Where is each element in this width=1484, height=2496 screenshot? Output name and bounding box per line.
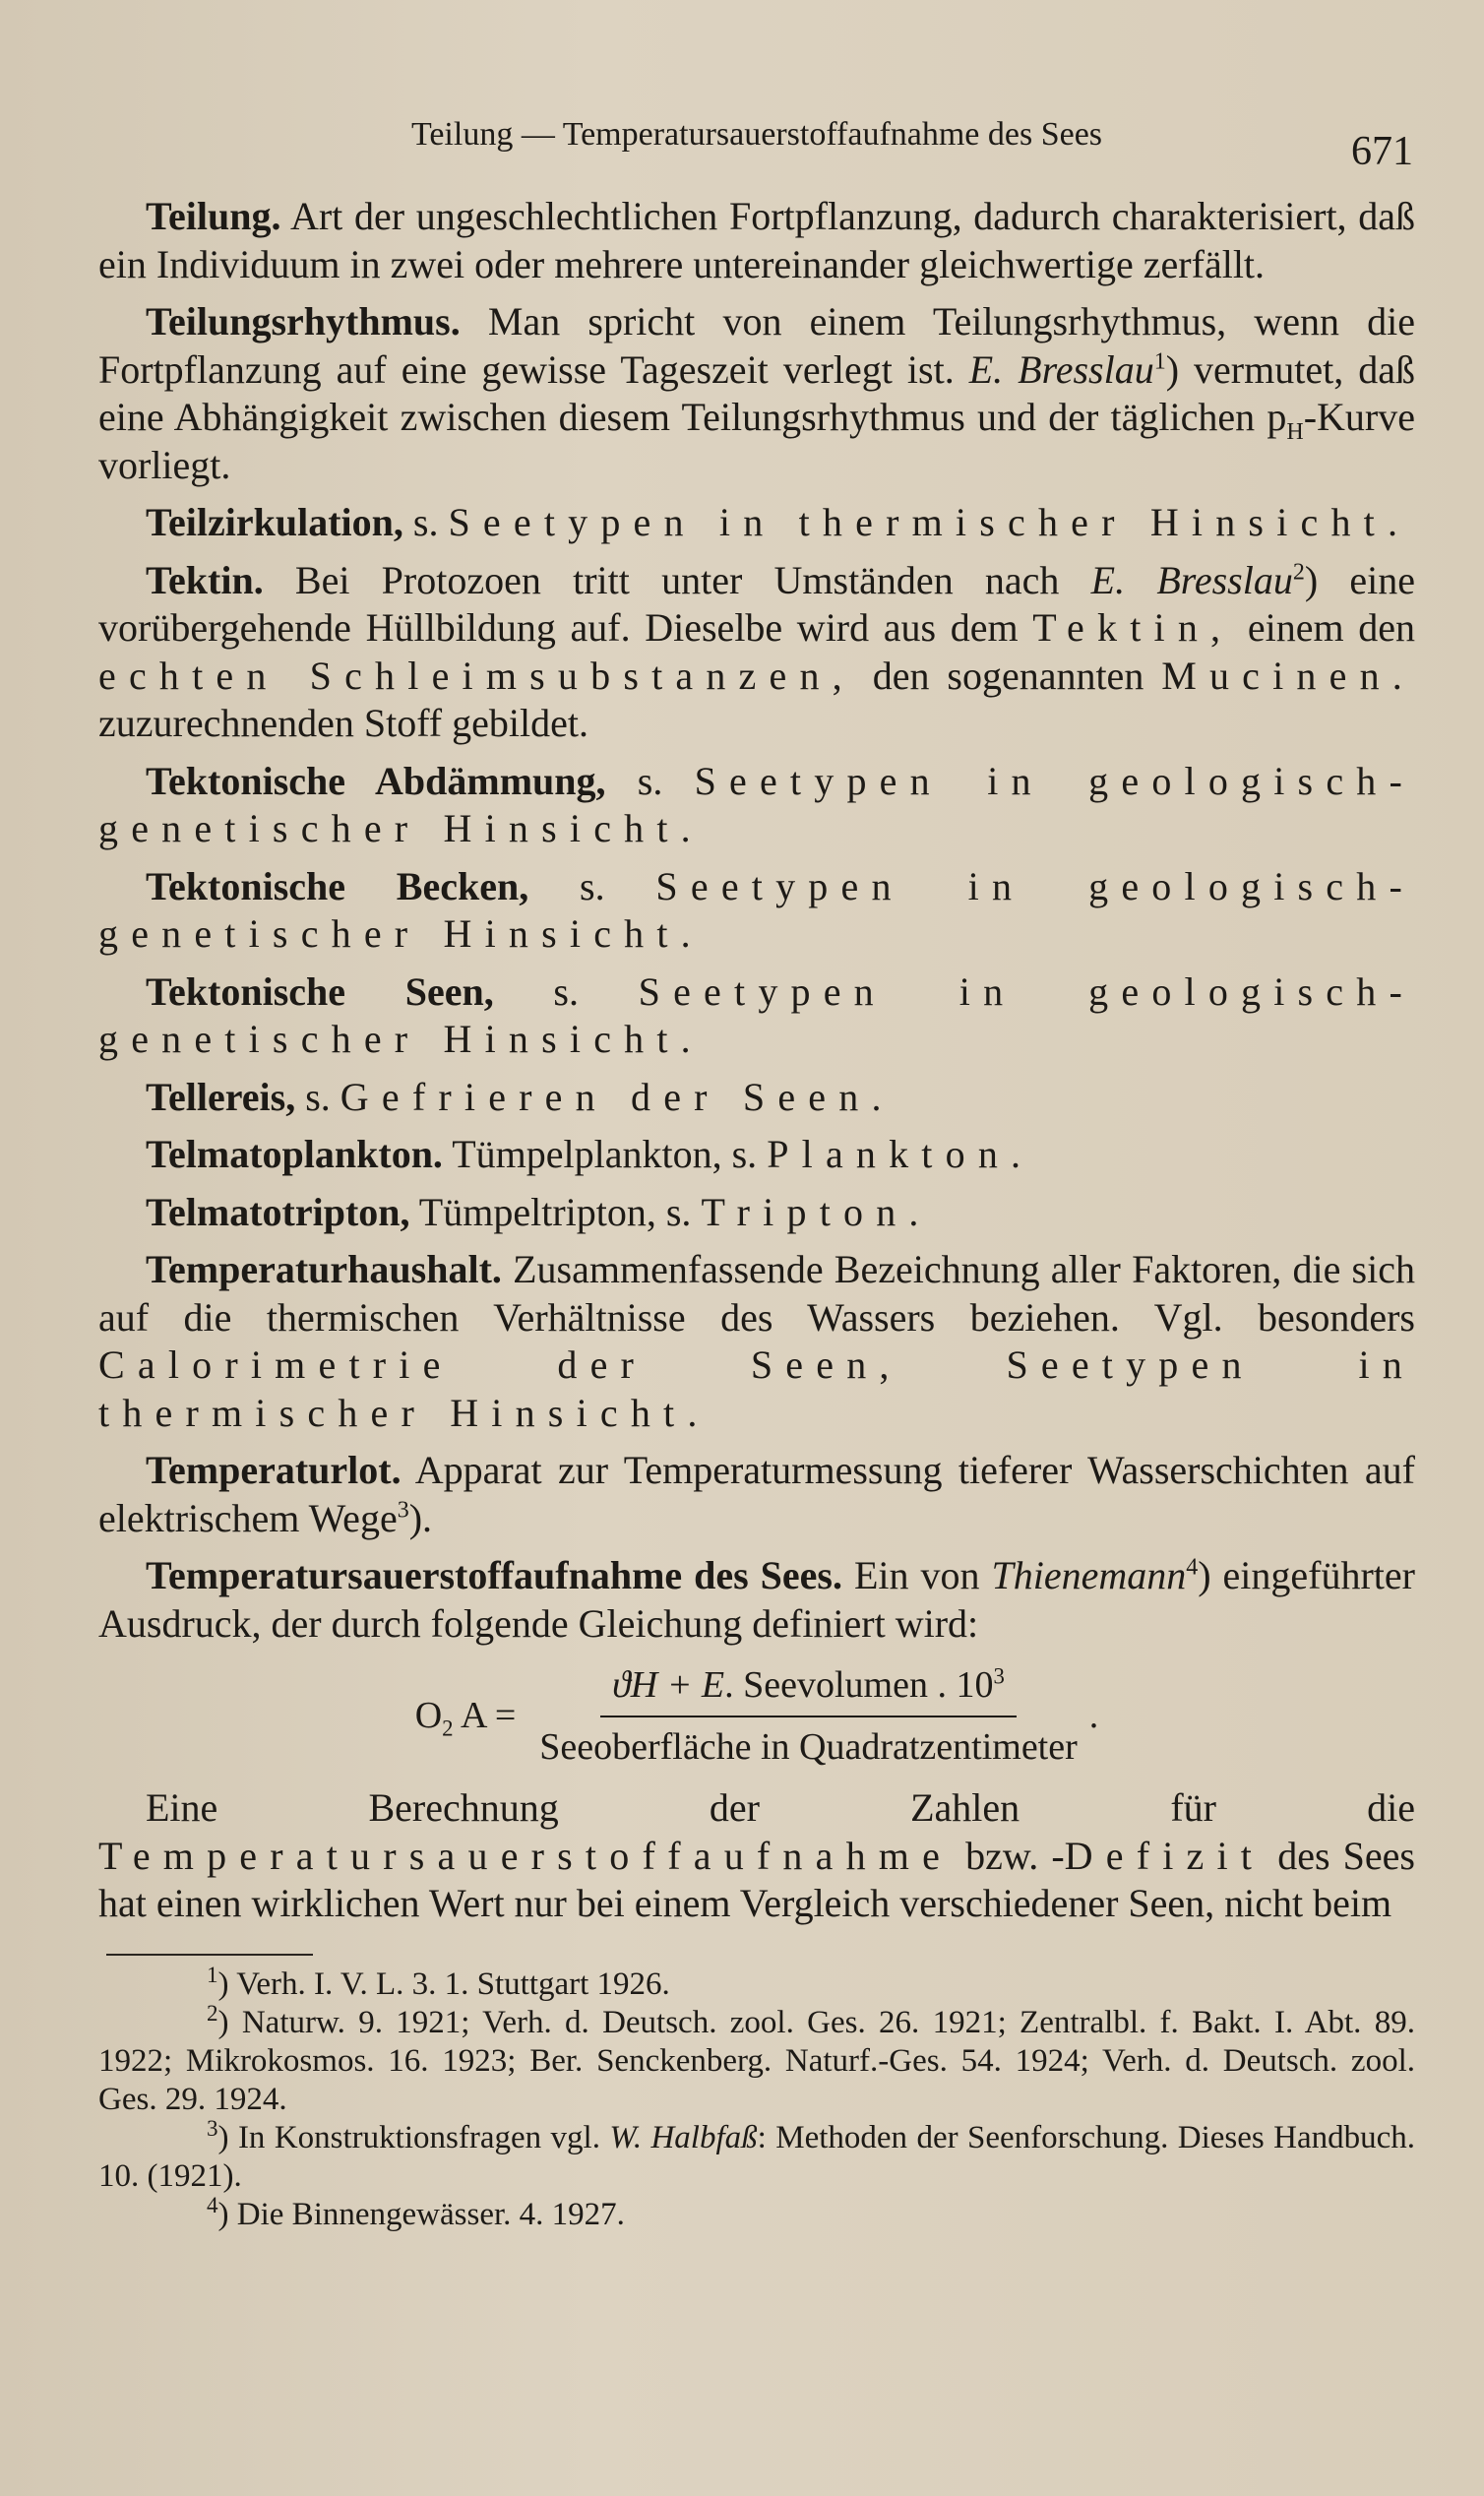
page-body [98, 193, 1415, 2234]
entry-text: Zusammenfassende Bezeichnung aller Faktoren, die sich auf die thermischen Verhältnisse des Wassers beziehen. Vgl. besonders [98, 1247, 1415, 1340]
footnote-ref: 1 [1153, 348, 1166, 375]
entry-text: Man spricht von einem Teilungsrhythmus, wenn die Fortpflanzung auf eine gewisse Tageszeit verlegt ist. [98, 299, 1415, 392]
denominator: Seeoberfläche in Quadratzentimeter [539, 1725, 1078, 1768]
headword: Teilungsrhythmus. [146, 299, 461, 343]
cross-reference: Calorimetrie der Seen, Seetypen in thermischer Hinsicht. [98, 1342, 1415, 1435]
entry-teilung [98, 193, 1415, 288]
lhs-subscript: 2 [442, 1716, 454, 1741]
entry-text: Bei Protozoen tritt unter Umständen nach [263, 557, 1091, 602]
entry-text: einem den [1233, 605, 1415, 650]
equation-end: . [1088, 1695, 1099, 1737]
footnote-text: ) In Konstruktionsfragen vgl. [217, 2119, 610, 2155]
footnote-text: ) Naturw. 9. 1921; Verh. d. Deutsch. zool. Ges. 26. 1921; Zentralbl. f. Bakt. I. Abt. 89. 1922; Mikrokosmos. 16. 1923; Ber. Senckenberg. Naturf.-Ges. 54. 1924; Verh. d. Deutsch. zool. Ges. 29. 1924. [98, 2004, 1415, 2117]
headword: Teilung. [146, 194, 281, 238]
paragraph-text: Eine Berechnung der Zahlen für die [146, 1785, 1415, 1830]
spaced-term: Tektin, [1032, 605, 1234, 650]
cross-reference: Seetypen in geologisch-genetischer Hinsicht. [98, 863, 1415, 956]
headword: Temperaturhaushalt. [146, 1247, 502, 1291]
entry-text: Art der ungeschlechtlichen Fortpflanzung, dadurch charakterisiert, daß ein Individuum in zwei oder mehrere untereinander gleichwertige zerfällt. [98, 194, 1415, 286]
headword: Temperatursauerstoffaufnahme des Sees. [146, 1553, 842, 1597]
entry-text: s. [528, 863, 656, 908]
footnote-1 [98, 1961, 1415, 2004]
numerator [600, 1661, 1017, 1717]
entry-text: Apparat zur Temperaturmessung tieferer Wasserschichten auf elektrischem Wege [98, 1448, 1415, 1540]
cross-reference: Gefrieren der Seen. [340, 1074, 895, 1119]
page-number: 671 [1351, 129, 1413, 174]
entry-teilungsrhythmus [98, 298, 1415, 489]
cross-reference: Seetypen in geologisch-genetischer Hinsicht. [98, 758, 1415, 850]
headword: Teilzirkulation, [146, 500, 403, 544]
footnote-mark: 4 [207, 2191, 218, 2217]
subscript: H [1286, 419, 1304, 445]
entry-text: Ein von [841, 1553, 992, 1597]
entry-text: s. [605, 758, 695, 803]
entry-temperaturhaushalt [98, 1246, 1415, 1437]
spaced-term: Defizit [1064, 1833, 1266, 1878]
author-name: E. Bresslau [1090, 557, 1293, 602]
footnote-text: : Methoden der Seenforschung. Dieses Handbuch. 10. (1921). [98, 2119, 1416, 2194]
spaced-term: echten Schleimsubstanzen, [98, 653, 855, 698]
headword: Telmatoplankton. [146, 1132, 443, 1176]
headword: Tektonische Becken, [146, 863, 529, 908]
closing-paragraph [98, 1784, 1415, 1928]
running-head: Teilung — Temperatursauerstoffaufnahme des Sees [410, 116, 1103, 153]
entry-text: ) eingeführter Ausdruck, der durch folgende Gleichung definiert wird: [98, 1553, 1415, 1646]
author-name: E. Bresslau [968, 346, 1154, 392]
cross-reference: Seetypen in geologisch-genetischer Hinsicht. [98, 968, 1415, 1061]
entry-text: -Kurve vorliegt. [98, 395, 1415, 487]
footnote-text: ) Verh. I. V. L. 3. 1. Stuttgart 1926. [217, 1966, 670, 2002]
headword: Tektin. [146, 557, 264, 602]
footnote-ref: 4 [1186, 1554, 1199, 1581]
equation [98, 1661, 1415, 1771]
cross-reference: Tripton. [701, 1189, 932, 1234]
cross-reference: Plankton. [767, 1132, 1034, 1176]
spaced-term: Mucinen. [1161, 653, 1415, 698]
equation-lhs [415, 1692, 517, 1740]
entry-text: den sogenannten [854, 653, 1162, 698]
footnote-mark: 2 [207, 1999, 218, 2026]
numerator-text: . Seevolumen . 10 [724, 1664, 994, 1706]
numerator-terms: ϑH + E [612, 1664, 725, 1706]
entry-tektonische-seen [98, 968, 1415, 1064]
footnote-ref: 2 [1292, 559, 1305, 586]
entry-text: ) vermutet, daß eine Abhängigkeit zwischen diesem Teilungsrhythmus und der täglichen p [98, 346, 1415, 439]
entry-text: ). [408, 1495, 433, 1540]
entry-text: s. [493, 968, 639, 1014]
headword: Telmatotripton, [146, 1189, 410, 1234]
headword: Tellereis, [146, 1074, 296, 1119]
headword: Temperaturlot. [146, 1448, 402, 1492]
exponent: 3 [993, 1663, 1005, 1689]
entry-telmatotripton [98, 1189, 1415, 1237]
lhs-symbol: O [414, 1695, 443, 1737]
author-name: W. Halbfaß [609, 2119, 758, 2155]
footnote-text: ) Die Binnengewässer. 4. 1927. [217, 2196, 625, 2232]
entry-temperatursauerstoffaufnahme [98, 1552, 1415, 1648]
entry-text: zuzurechnenden Stoff gebildet. [98, 701, 588, 745]
entry-tektonische-becken [98, 863, 1415, 959]
entry-telmatoplankton [98, 1131, 1415, 1179]
footnote-2 [98, 1999, 1415, 2119]
footnote-ref: 3 [397, 1497, 409, 1524]
entry-text: s. [295, 1074, 340, 1119]
footnote-4 [98, 2191, 1415, 2234]
cross-reference: Seetypen in thermischer Hinsicht. [448, 500, 1411, 544]
entry-tellereis [98, 1074, 1415, 1122]
lhs-tail: A = [460, 1695, 517, 1737]
entry-text: Tümpeltripton, s. [409, 1189, 702, 1234]
headword: Tektonische Seen, [146, 968, 494, 1014]
entry-tektin [98, 557, 1415, 748]
paragraph-text: bzw. - [953, 1833, 1065, 1878]
entry-text: s. [402, 500, 449, 544]
footnote-mark: 3 [207, 2114, 218, 2141]
entry-temperaturlot [98, 1447, 1415, 1542]
footnote-mark: 1 [207, 1961, 218, 1987]
headword: Tektonische Abdämmung, [146, 758, 606, 803]
entry-text: ) eine vorübergehende Hüllbildung auf. Dieselbe wird aus dem [98, 557, 1416, 650]
fraction [527, 1661, 1089, 1771]
footnote-3 [98, 2114, 1416, 2196]
entry-teilzirkulation [98, 499, 1415, 547]
paragraph-text: des Sees hat einen wirklichen Wert nur bei einem Vergleich verschiedener Seen, nicht beim [98, 1833, 1415, 1925]
entry-text: Tümpelplankton, s. [442, 1132, 768, 1176]
footnote-divider [106, 1954, 313, 1956]
author-name: Thienemann [991, 1553, 1187, 1597]
entry-tektonische-abdaemmung [98, 758, 1415, 853]
spaced-term: Temperatursauerstoffaufnahme [98, 1833, 954, 1878]
